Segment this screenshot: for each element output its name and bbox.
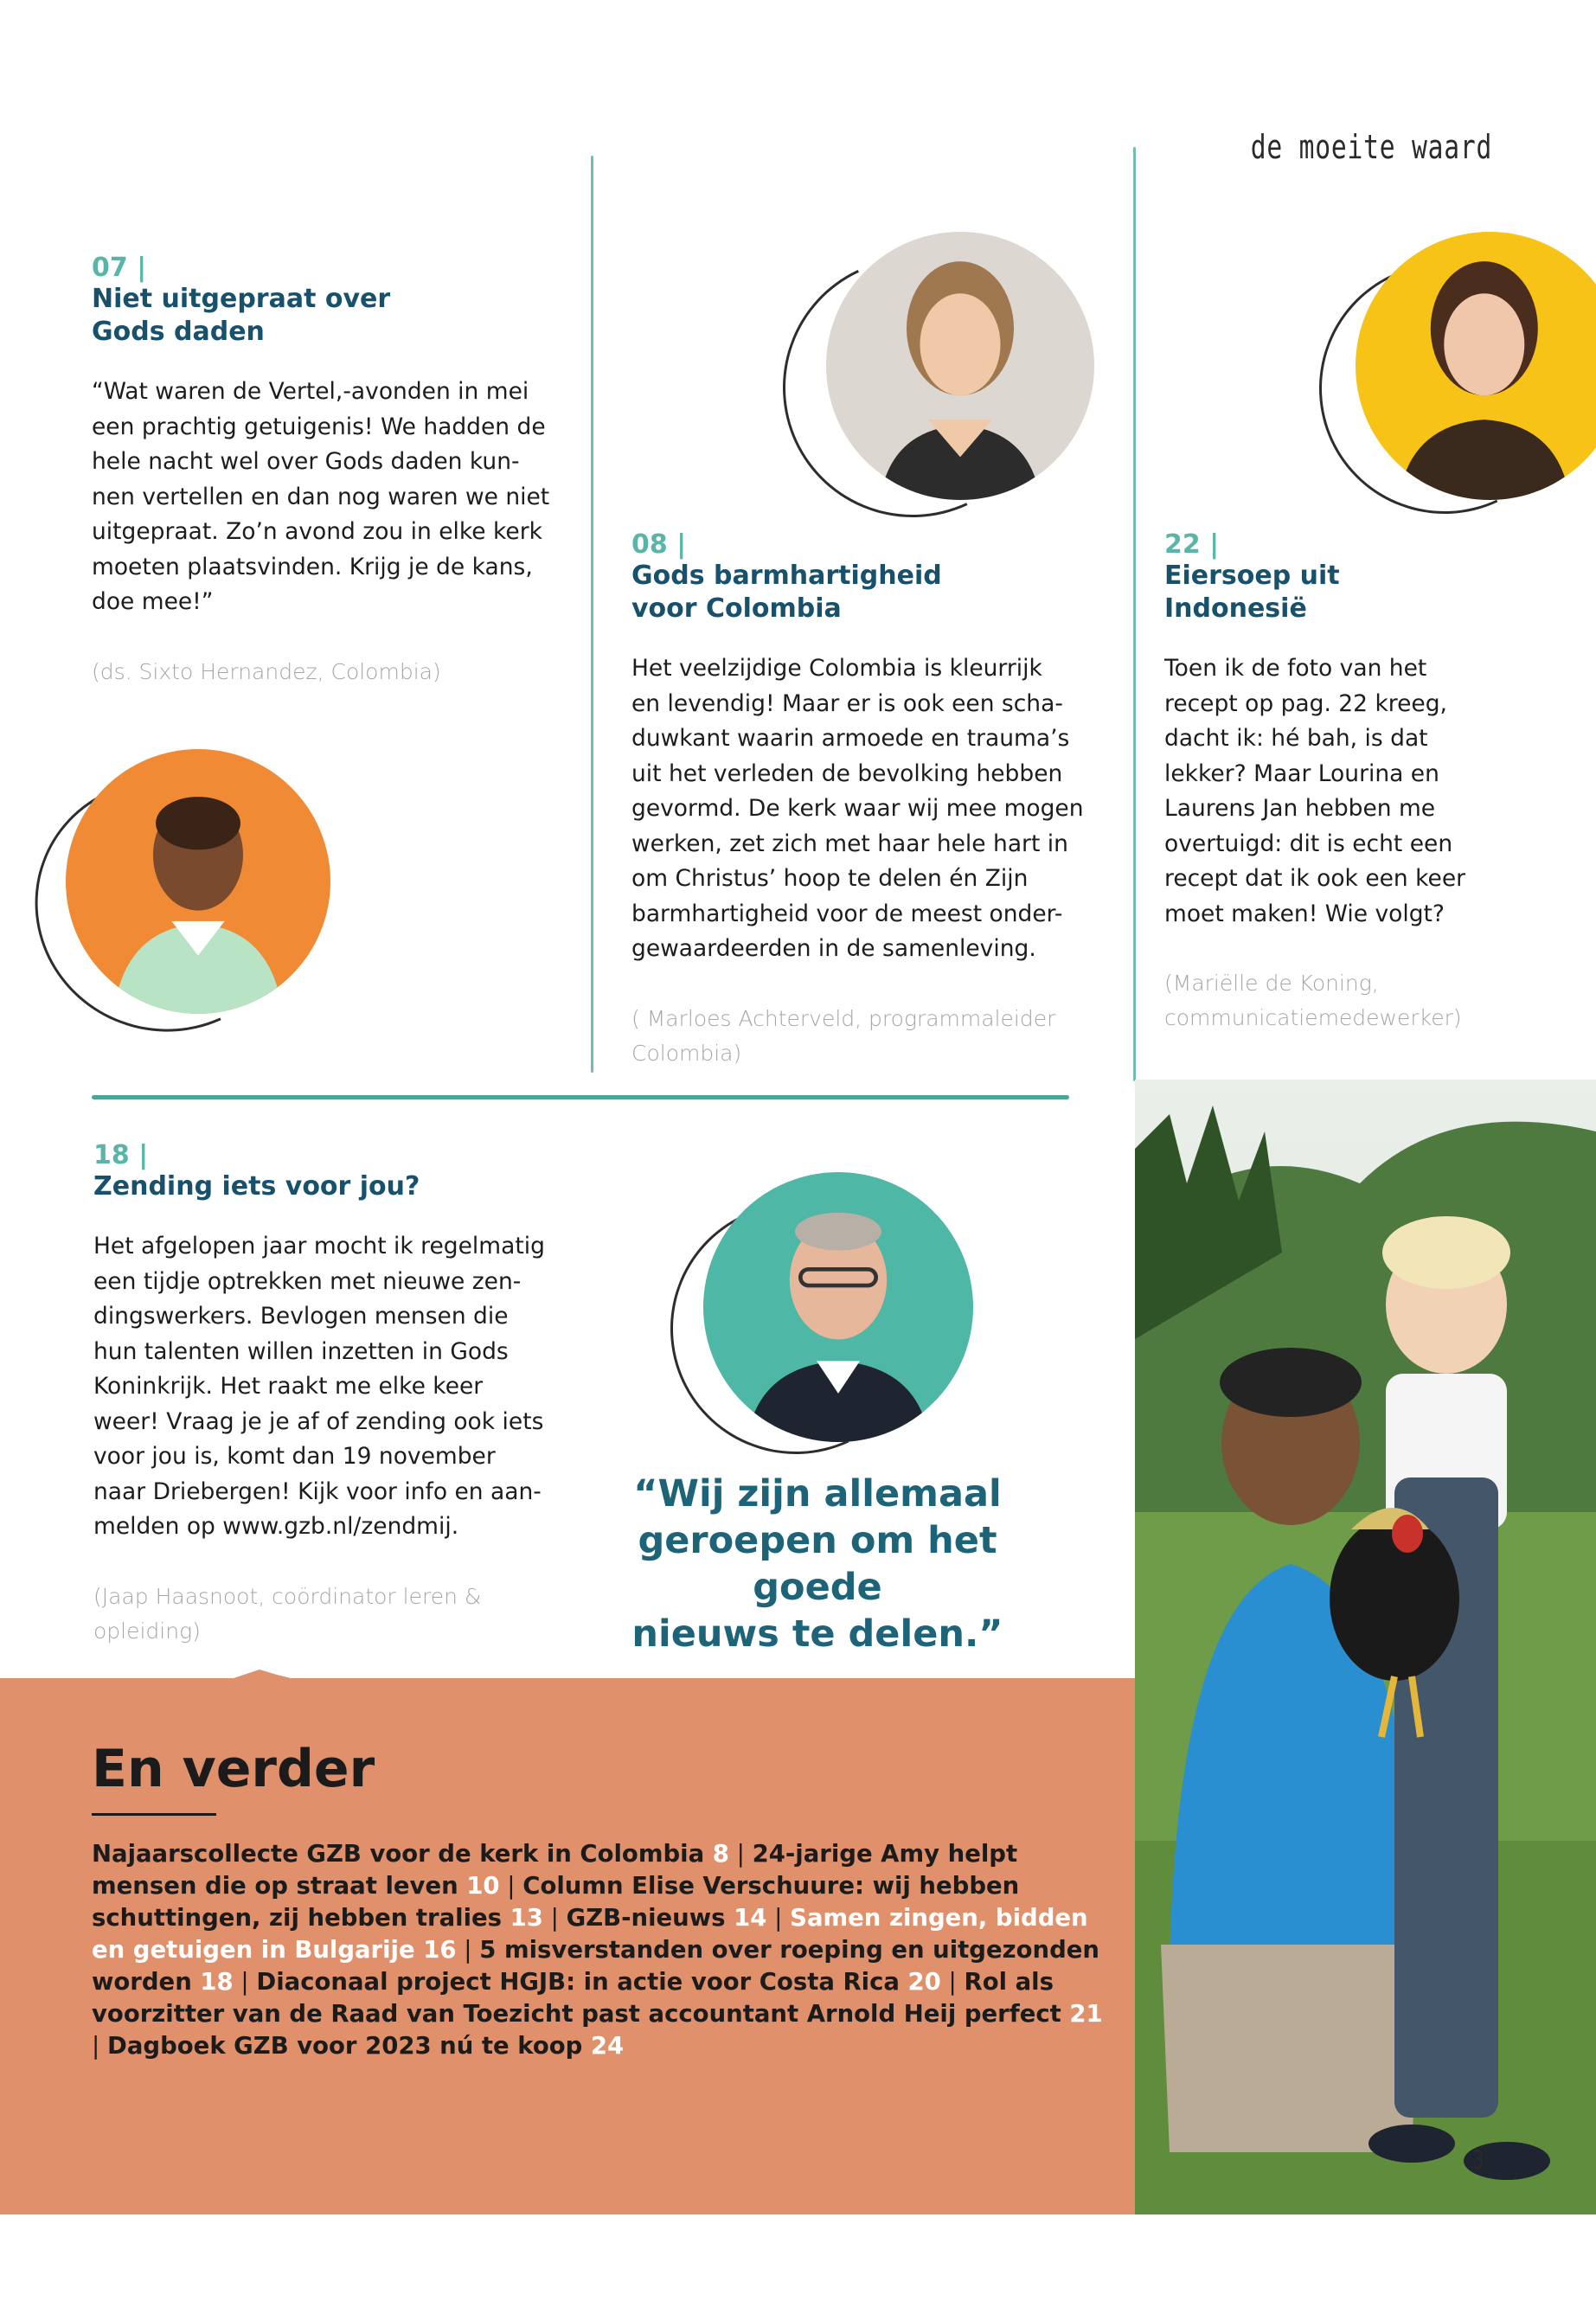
verder-item[interactable]: GZB-nieuws 14: [566, 1904, 767, 1932]
verder-item[interactable]: Najaarscollecte GZB voor de kerk in Colombia 8: [92, 1840, 729, 1868]
verder-item[interactable]: Rol als voorzitter van de Raad van Toezicht past accountant Arnold Heij perfect 21: [92, 1968, 1103, 2028]
article-number: 18 |: [93, 1140, 149, 1170]
article-title: Eiersoep uit Indonesië: [1164, 561, 1340, 624]
page-number: 3: [1472, 2145, 1484, 2176]
portrait-photo-22: [1319, 232, 1596, 526]
article-title: Zending iets voor jou?: [93, 1171, 420, 1202]
verder-item[interactable]: 24-jarige Amy helpt mensen die op straat leven 10: [92, 1840, 1018, 1900]
article-body: Het veelzijdige Colombia is kleurrijk en levendig! Maar er is ook een scha- duwkant waarin armoede en trauma’s uit het verleden de bevolking hebben gevormd. De kerk waar wij mee mogen werken, zet zich met haar hele hart in om Christus’ hoop te delen én Zijn barmhartigheid voor de meest onder- gewaardeerden in de samenleving.: [631, 655, 1084, 962]
portrait-man-orange: [66, 749, 330, 1014]
article-number: 22 |: [1164, 529, 1220, 560]
article-number: 07 |: [92, 253, 147, 283]
article-credit: (Jaap Haasnoot, coördinator leren & opleiding): [93, 1583, 482, 1644]
article-body: “Wat waren de Vertel,-avonden in mei een prachtig getuigenis! We hadden de hele nacht wel over Gods daden kun- nen vertellen en dan nog waren we niet uitgepraat. Zo’n avond zou in elke kerk moeten plaatsvinden. Krijg je de kans, doe mee!”: [92, 378, 550, 615]
pull-quote: “Wij zijn allemaal geroepen om het goede nieuws te delen.”: [631, 1472, 1003, 1656]
article-title: Gods barmhartigheid voor Colombia: [631, 561, 942, 624]
verder-item[interactable]: 5 misverstanden over roeping en uitgezonden worden 18: [92, 1936, 1100, 1996]
en-verder-rule: [92, 1813, 216, 1816]
article-08: [631, 529, 1125, 1071]
portrait-photo-08: [783, 232, 1103, 526]
column-divider-2: [1133, 147, 1136, 1081]
article-body: Toen ik de foto van het recept op pag. 22 kreeg, dacht ik: hé bah, is dat lekker? Maar Lourina en Laurens Jan hebben me overtuigd: dit is echt een recept dat ik ook een keer moet maken! Wie volgt?: [1164, 655, 1466, 927]
portrait-man-teal: [703, 1172, 973, 1442]
verder-item[interactable]: Samen zingen, bidden en getuigen in Bulgarije 16: [92, 1904, 1088, 1964]
verder-item[interactable]: Dagboek GZB voor 2023 nú te koop 24: [107, 2032, 625, 2060]
section-divider: [92, 1095, 1069, 1099]
article-credit: (ds. Sixto Hernandez, Colombia): [92, 658, 441, 684]
column-divider-1: [591, 156, 593, 1073]
portrait-photo-07: [35, 746, 337, 1031]
en-verder-list: Najaarscollecte GZB voor de kerk in Colombia 8 | 24-jarige Amy helpt mensen die op straat leven 10 | Column Elise Verschuure: wij hebben schuttingen, zij hebben tralies 13 | GZB-nieuws 14 | Samen zingen, bidden en getuigen in Bulgarije 16 | 5 misverstanden over roeping en uitgezonden worden 18 | Diaconaal project HGJB: in actie voor Costa Rica 20 | Rol als voorzitter van de Raad van Toezicht past accountant Arnold Heij perfect 21 | Dagboek GZB voor 2023 nú te koop 24: [92, 1840, 1103, 2060]
portrait-photo-18: [670, 1172, 982, 1458]
verder-item[interactable]: Column Elise Verschuure: wij hebben schuttingen, zij hebben tralies 13: [92, 1872, 1020, 1932]
article-title: Niet uitgepraat over Gods daden: [92, 284, 391, 347]
article-22: [1164, 529, 1562, 1035]
article-number: 08 |: [631, 529, 687, 560]
verder-item[interactable]: Diaconaal project HGJB: in actie voor Costa Rica 20: [256, 1968, 941, 1996]
en-verder-title: En verder: [92, 1739, 375, 1799]
article-07: [92, 253, 576, 689]
article-18: [93, 1140, 578, 1649]
photo-man-boy-rooster: [1135, 1080, 1596, 2214]
article-credit: (Mariëlle de Koning, communicatiemedewerker): [1164, 971, 1462, 1030]
portrait-woman-grey: [826, 232, 1094, 500]
article-body: Het afgelopen jaar mocht ik regelmatig een tijdje optrekken met nieuwe zen- dingswerkers. Bevlogen mensen die hun talenten willen inzetten in Gods Koninkrijk. Het raakt me elke keer weer! Vraag je je af of zending ook iets voor jou is, komt dan 19 november naar Driebergen! Kijk voor info en aan- melden op www.gzb.nl/zendmij.: [93, 1233, 545, 1540]
section-title: de moeite waard: [1250, 128, 1492, 166]
article-credit: ( Marloes Achterveld, programmaleider Colombia): [631, 1005, 1056, 1066]
